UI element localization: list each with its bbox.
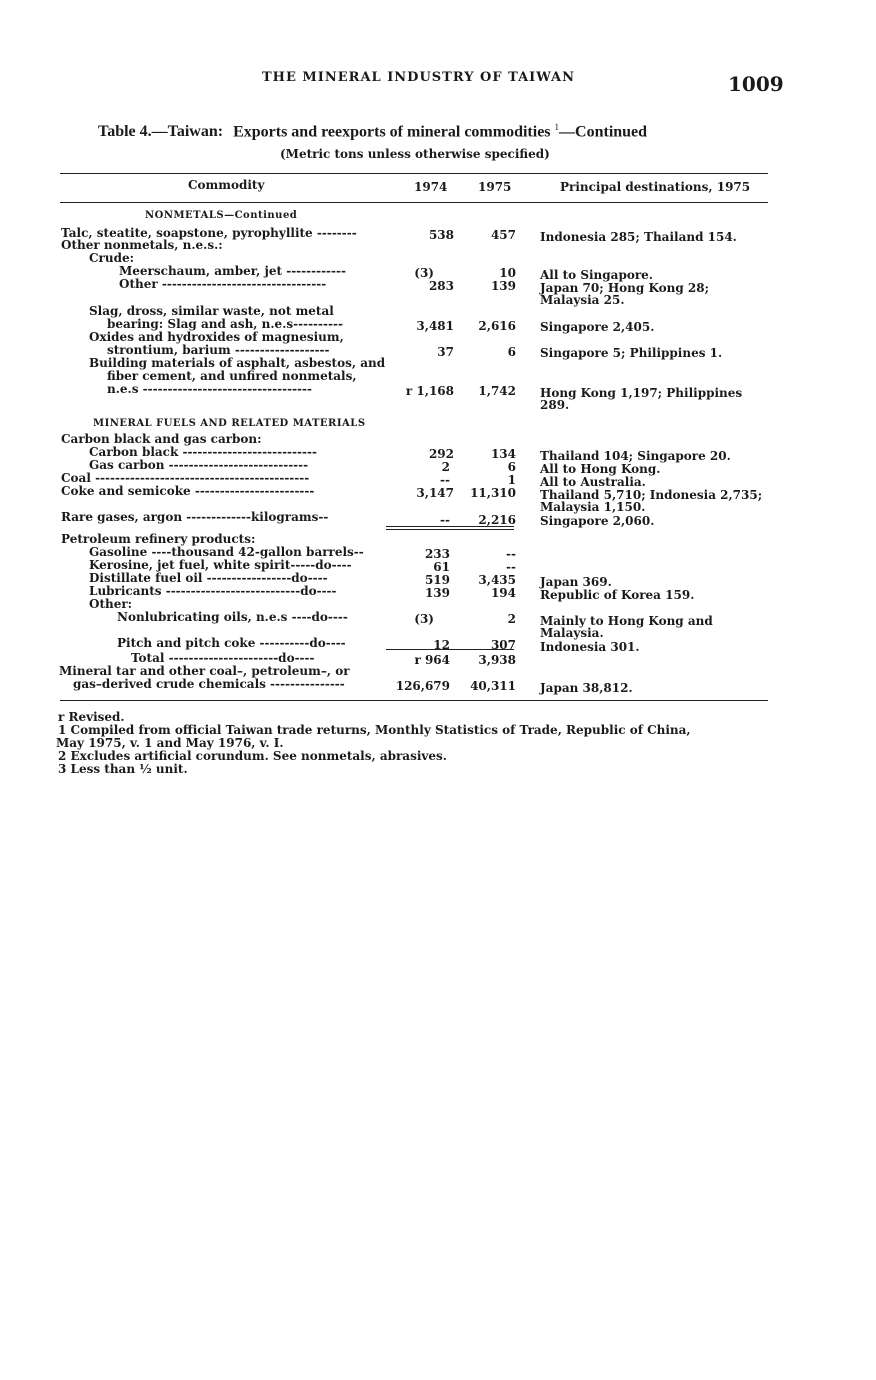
cell-1974: 3,147 — [416, 486, 454, 500]
footnote-1: 1 Compiled from official Taiwan trade returns, Monthly Statistics of Trade, Republic of China, — [58, 723, 691, 737]
column-header-1974: 1974 — [414, 180, 448, 194]
cell-destinations: All to Hong Kong. — [540, 462, 661, 476]
cell-destinations: All to Australia. — [540, 475, 646, 489]
cell-1975: 6 — [507, 460, 516, 474]
cell-1974: 292 — [428, 447, 454, 461]
column-header-commodity: Commodity — [188, 178, 265, 192]
double-rule-bottom — [386, 529, 514, 530]
cell-1974: (3) — [414, 612, 434, 626]
row-label: Lubricants ---------------------------do---- — [89, 584, 337, 598]
table-subtitle: (Metric tons unless otherwise specified) — [280, 147, 550, 161]
row-label: Petroleum refinery products: — [61, 532, 256, 546]
column-header-1975: 1975 — [478, 180, 512, 194]
footnote-1-cont: May 1975, v. 1 and May 1976, v. I. — [56, 736, 284, 750]
row-label: Coal ------------------------------------------- — [61, 471, 310, 485]
row-label: Building materials of asphalt, asbestos, and — [89, 356, 386, 370]
cell-1974: 126,679 — [395, 679, 450, 693]
cell-destinations: Republic of Korea 159. — [540, 588, 695, 602]
total-rule — [386, 649, 514, 650]
cell-1975: 2,216 — [478, 513, 516, 527]
cell-1975: 307 — [490, 638, 516, 652]
cell-destinations: Thailand 5,710; Indonesia 2,735; Malaysia 1,150. — [540, 488, 763, 514]
header-top-rule — [60, 173, 768, 174]
cell-destinations: Singapore 2,405. — [540, 320, 655, 334]
section-heading-nonmetals: NONMETALS—Continued — [145, 210, 298, 221]
row-label: Distillate fuel oil -----------------do---- — [89, 571, 328, 585]
cell-1975: 11,310 — [470, 486, 516, 500]
cell-1974: -- — [440, 473, 450, 487]
cell-1974: r 1,168 — [405, 384, 454, 398]
cell-1975: -- — [506, 547, 516, 561]
row-label: Slag, dross, similar waste, not metal — [89, 304, 334, 318]
cell-1975: 6 — [507, 345, 516, 359]
table-title-main: Exports and reexports of mineral commodities — [233, 123, 551, 141]
header-bottom-rule — [60, 202, 768, 203]
cell-1974: (3) — [414, 266, 434, 280]
cell-destinations: Japan 38,812. — [540, 681, 633, 695]
cell-1975: 457 — [490, 228, 516, 242]
table-title-lead: Table 4.—Taiwan: — [98, 123, 224, 141]
footnote-revised: r Revised. — [58, 710, 125, 724]
cell-1975: 3,938 — [478, 653, 516, 667]
cell-1974: 3,481 — [416, 319, 454, 333]
row-label: Other nonmetals, n.e.s.: — [61, 238, 223, 252]
cell-1974: r 964 — [414, 653, 450, 667]
cell-1974: 2 — [441, 460, 450, 474]
cell-destinations: All to Singapore. — [540, 268, 653, 282]
row-label: fiber cement, and unfired nonmetals, — [107, 369, 357, 383]
cell-destinations: Singapore 2,060. — [540, 514, 655, 528]
cell-destinations: Indonesia 301. — [540, 640, 640, 654]
cell-destinations: Japan 70; Hong Kong 28; Malaysia 25. — [540, 281, 710, 307]
cell-1975: 40,311 — [470, 679, 516, 693]
cell-1974: 12 — [433, 638, 450, 652]
table-title-footnote-ref: 1 — [554, 122, 560, 132]
cell-1975: 2,616 — [478, 319, 516, 333]
footnote-2: 2 Excludes artificial corundum. See nonmetals, abrasives. — [58, 749, 447, 763]
running-title: THE MINERAL INDUSTRY OF TAIWAN — [262, 70, 576, 85]
row-label: Rare gases, argon -------------kilograms-- — [61, 510, 329, 524]
cell-destinations: Thailand 104; Singapore 20. — [540, 449, 731, 463]
cell-1975: -- — [506, 560, 516, 574]
row-label: n.e.s ---------------------------------- — [107, 382, 312, 396]
row-label: Talc, steatite, soapstone, pyrophyllite -------- — [61, 226, 357, 240]
cell-1975: 1 — [507, 473, 516, 487]
table-bottom-rule — [60, 700, 768, 701]
cell-1974: 538 — [428, 228, 454, 242]
double-rule-top — [386, 526, 514, 527]
cell-destinations: Indonesia 285; Thailand 154. — [540, 230, 737, 244]
row-label: Meerschaum, amber, jet ------------ — [119, 264, 346, 278]
row-label: Carbon black and gas carbon: — [61, 432, 262, 446]
cell-destinations: Hong Kong 1,197; Philippines 289. — [540, 386, 743, 412]
section-heading-fuels: MINERAL FUELS AND RELATED MATERIALS — [93, 418, 366, 429]
cell-1974: -- — [440, 513, 450, 527]
row-label: Oxides and hydroxides of magnesium, — [89, 330, 344, 344]
cell-1975: 1,742 — [478, 384, 516, 398]
row-label: Gas carbon ---------------------------- — [89, 458, 309, 472]
row-label: Coke and semicoke ------------------------ — [61, 484, 315, 498]
row-label: Crude: — [89, 251, 135, 265]
row-label: strontium, barium ------------------- — [107, 343, 330, 357]
row-label: gas–derived crude chemicals --------------- — [73, 677, 345, 691]
row-label: bearing: Slag and ash, n.e.s---------- — [107, 317, 343, 331]
cell-1975: 10 — [499, 266, 516, 280]
row-label: Other --------------------------------- — [119, 277, 327, 291]
cell-1975: 139 — [490, 279, 516, 293]
row-label: Total ----------------------do---- — [131, 651, 315, 665]
cell-1974: 139 — [424, 586, 450, 600]
row-label: Carbon black --------------------------- — [89, 445, 317, 459]
cell-1975: 194 — [490, 586, 516, 600]
cell-1975: 134 — [490, 447, 516, 461]
page-number: 1009 — [728, 72, 784, 96]
cell-1974: 61 — [433, 560, 450, 574]
table-title-tail: —Continued — [559, 123, 648, 141]
row-label: Gasoline ----thousand 42-gallon barrels-- — [89, 545, 364, 559]
footnote-3: 3 Less than ½ unit. — [58, 762, 188, 776]
cell-1975: 2 — [507, 612, 516, 626]
row-label: Kerosine, jet fuel, white spirit-----do---- — [89, 558, 352, 572]
cell-1974: 37 — [437, 345, 454, 359]
cell-destinations: Japan 369. — [540, 575, 612, 589]
row-label: Nonlubricating oils, n.e.s ----do---- — [117, 610, 348, 624]
cell-destinations: Mainly to Hong Kong and Malaysia. — [540, 614, 713, 640]
table-title — [98, 122, 647, 141]
row-label: Pitch and pitch coke ----------do---- — [117, 636, 346, 650]
cell-1974: 519 — [424, 573, 450, 587]
column-header-destinations: Principal destinations, 1975 — [560, 180, 751, 194]
row-label: Mineral tar and other coal–, petroleum–, or — [59, 664, 350, 678]
cell-1974: 283 — [428, 279, 454, 293]
cell-1974: 233 — [424, 547, 450, 561]
cell-1975: 3,435 — [478, 573, 516, 587]
cell-destinations: Singapore 5; Philippines 1. — [540, 346, 723, 360]
row-label: Other: — [89, 597, 133, 611]
